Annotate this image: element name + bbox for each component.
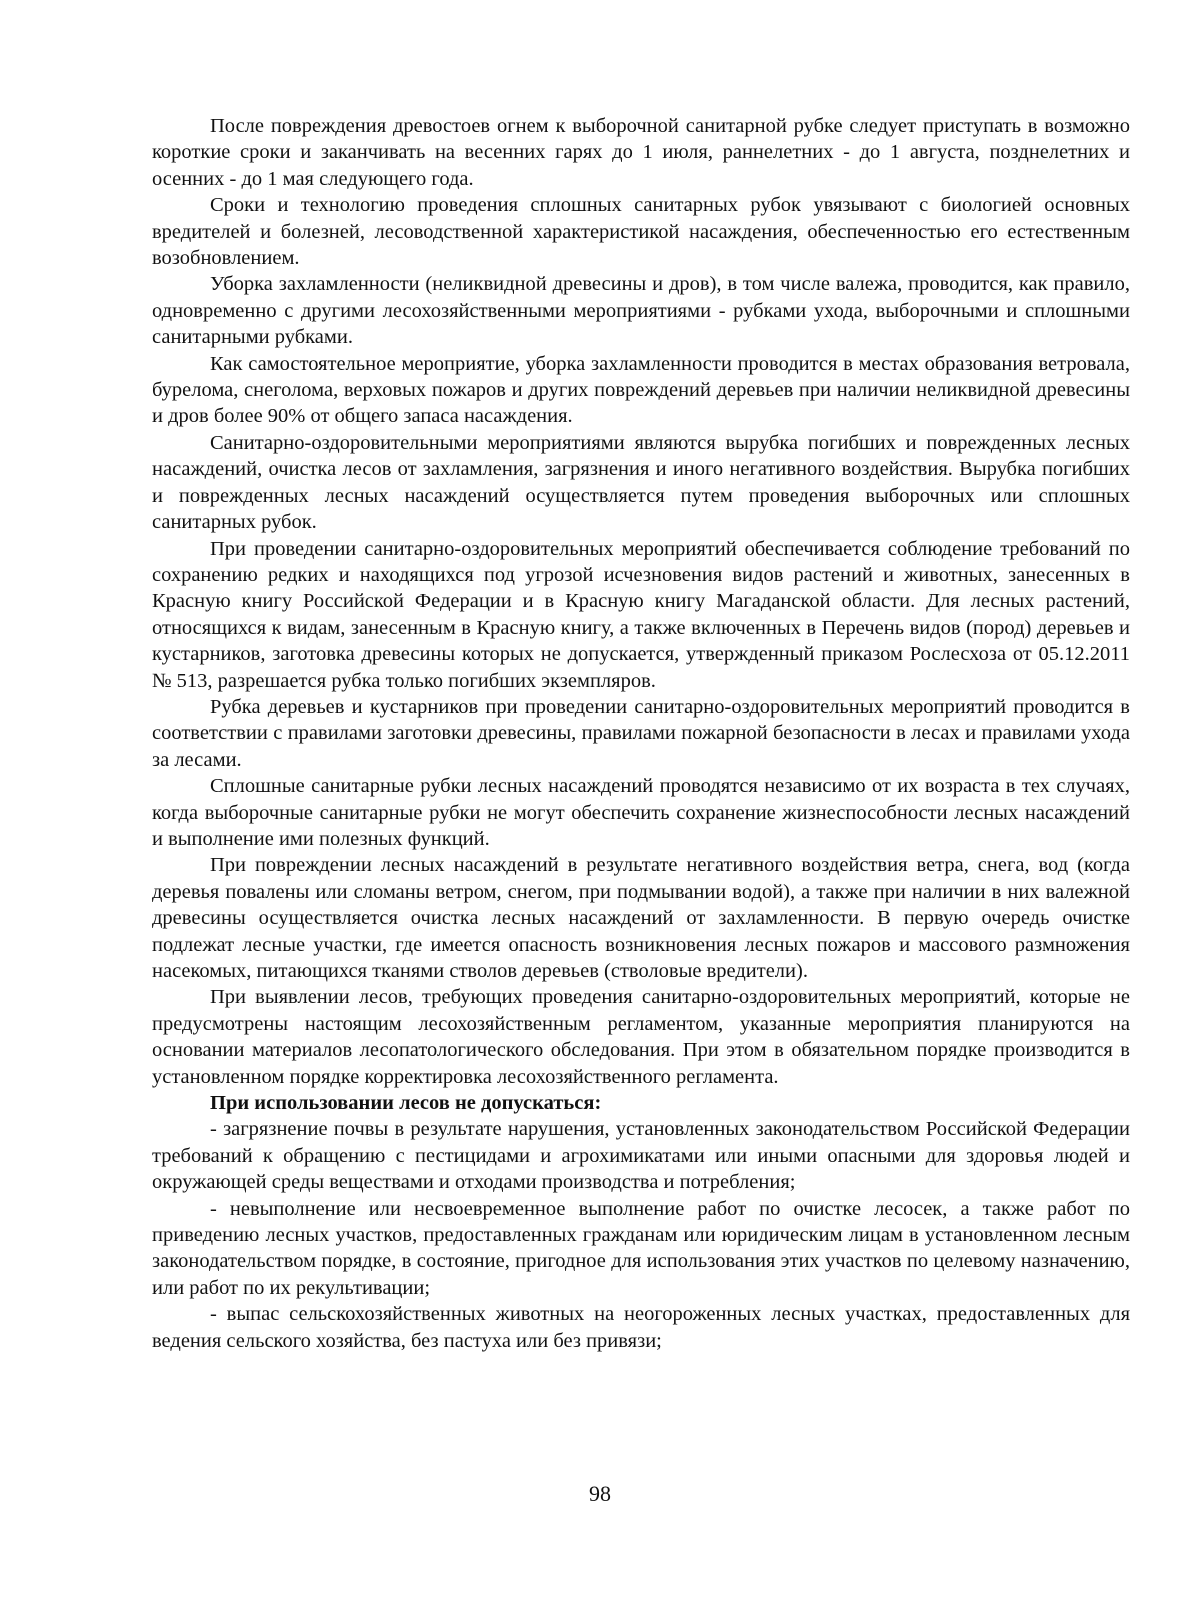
paragraph: Уборка захламленности (неликвидной древесины и дров), в том числе валежа, проводится, как правило, одновременно с другими лесохозяйственными мероприятиями - рубками ухода, выборочными и сплошными санитарными рубками.	[152, 273, 1130, 349]
paragraph: После повреждения древостоев огнем к выборочной санитарной рубке следует приступать в возможно короткие сроки и заканчивать на весенних гарях до 1 июля, раннелетних - до 1 августа, позднелетних и осенних - до 1 мая следующего года.	[152, 115, 1130, 190]
page-number: 98	[589, 1481, 611, 1506]
paragraph: При повреждении лесных насаждений в результате негативного воздействия ветра, снега, вод (когда деревья повалены или сломаны ветром, снегом, при подмывании водой), а также при наличии в них валежной древесины осуществляется очистка лесных насаждений от захламленности. В первую очередь очистке подлежат лесные участки, где имеется опасность возникновения лесных пожаров и массового размножения насекомых, питающихся тканями стволов деревьев (стволовые вредители).	[152, 854, 1130, 982]
list-item: - выпас сельскохозяйственных животных на неогороженных лесных участках, предоставленных для ведения сельского хозяйства, без пастуха или без привязи;	[152, 1303, 1130, 1352]
paragraph: Сплошные санитарные рубки лесных насаждений проводятся независимо от их возраста в тех случаях, когда выборочные санитарные рубки не могут обеспечить сохранение жизнеспособности лесных насаждений и выполнение ими полезных функций.	[152, 775, 1130, 850]
list-item: - невыполнение или несвоевременное выполнение работ по очистке лесосек, а также работ по приведению лесных участков, предоставленных гражданам или юридическим лицам в установленном лесным законодательством порядке, в состояние, пригодное для использования этих участков по целевому назначению, или работ по их рекультивации;	[152, 1197, 1130, 1299]
body-text	[152, 113, 1130, 1354]
paragraph: Как самостоятельное мероприятие, уборка захламленности проводится в местах образования ветровала, бурелома, снеголома, верховых пожаров и других повреждений деревьев при наличии неликвидной древесины и дров более 90% от общего запаса насаждения.	[152, 352, 1130, 428]
paragraph: Рубка деревьев и кустарников при проведении санитарно-оздоровительных мероприятий проводится в соответствии с правилами заготовки древесины, правилами пожарной безопасности в лесах и правилами ухода за лесами.	[152, 695, 1130, 771]
paragraph: При проведении санитарно-оздоровительных мероприятий обеспечивается соблюдение требований по сохранению редких и находящихся под угрозой исчезновения видов растений и животных, занесенных в Красную книгу Российской Федерации и в Красную книгу Магаданской области. Для лесных растений, относящихся к видам, занесенным в Красную книгу, а также включенных в Перечень видов (пород) деревьев и кустарников, заготовка древесины которых не допускается, утвержденный приказом Рослесхоза от 05.12.2011 № 513, разрешается рубка только погибших экземпляров.	[152, 537, 1130, 692]
paragraph: При выявлении лесов, требующих проведения санитарно-оздоровительных мероприятий, которые не предусмотрены настоящим лесохозяйственным регламентом, указанные мероприятия планируются на основании материалов лесопатологического обследования. При этом в обязательном порядке производится в установленном порядке корректировка лесохозяйственного регламента.	[152, 986, 1130, 1088]
list-item: - загрязнение почвы в результате нарушения, установленных законодательством Российской Федерации требований к обращению с пестицидами и агрохимикатами или иными опасными для здоровья людей и окружающей среды веществами и отходами производства и потребления;	[152, 1118, 1130, 1194]
section-heading: При использовании лесов не допускаться:	[210, 1092, 602, 1115]
paragraph: Сроки и технологию проведения сплошных санитарных рубок увязывают с биологией основных вредителей и болезней, лесоводственной характеристикой насаждения, обеспеченностью его естественным возобновлением.	[152, 194, 1130, 270]
paragraph: Санитарно-оздоровительными мероприятиями являются вырубка погибших и поврежденных лесных насаждений, очистка лесов от захламления, загрязнения и иного негативного воздействия. Вырубка погибших и поврежденных лесных насаждений осуществляется путем проведения выборочных или сплошных санитарных рубок.	[152, 431, 1130, 534]
